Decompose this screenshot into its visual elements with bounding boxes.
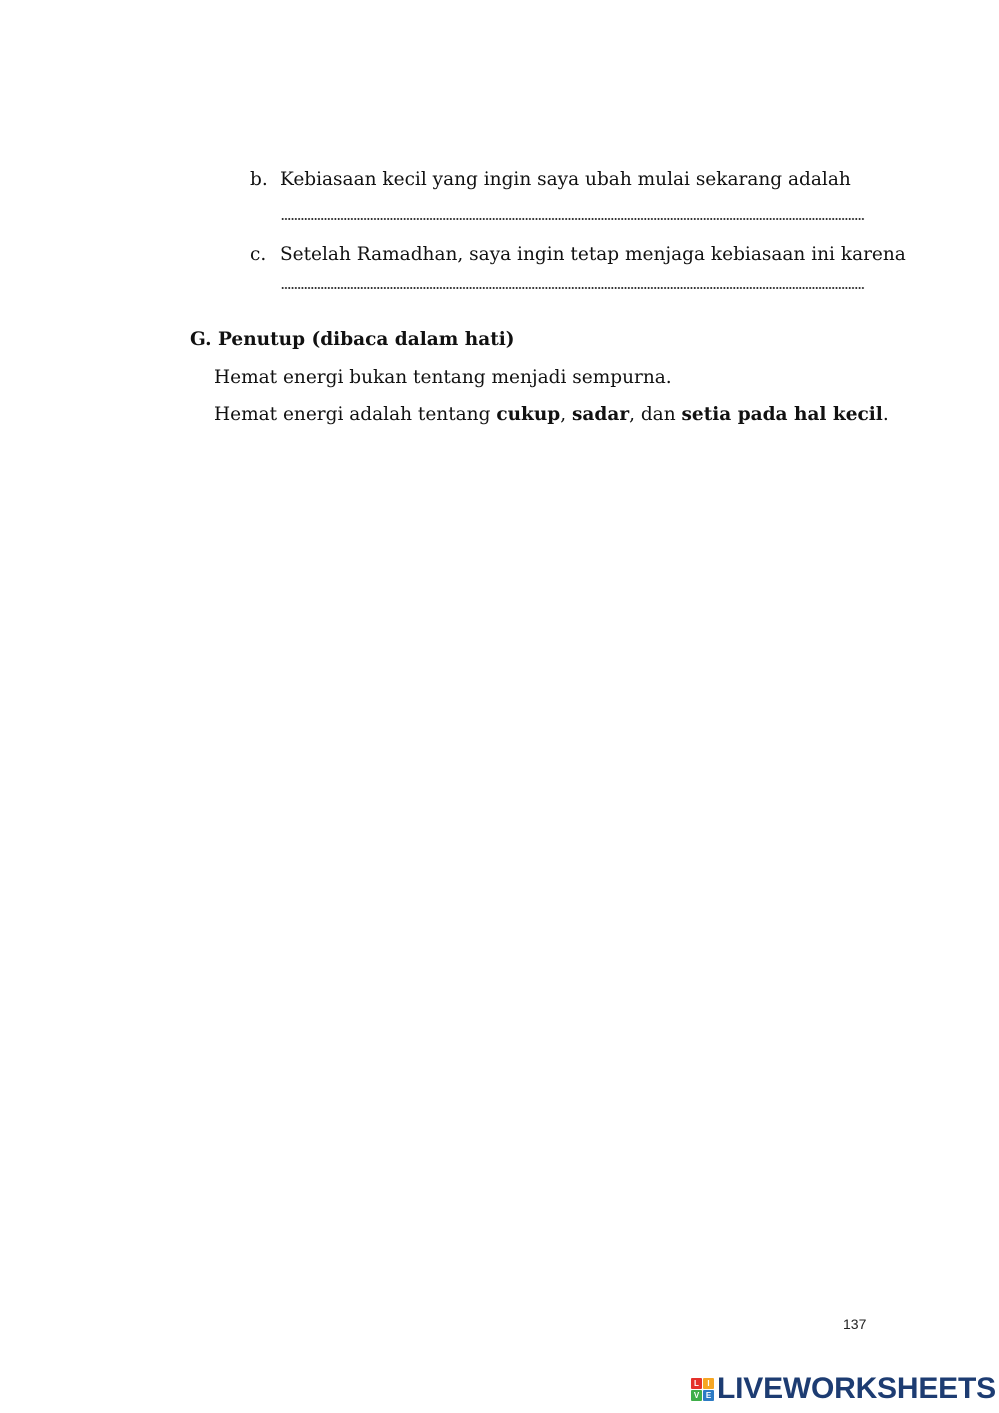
logo-cell: L (691, 1378, 702, 1389)
page-number: 137 (843, 1316, 867, 1332)
logo-cell: V (691, 1390, 702, 1401)
separator: , dan (629, 404, 682, 425)
logo-mark-icon (691, 1378, 714, 1401)
logo-cell: E (703, 1390, 714, 1401)
answer-blank-c[interactable] (281, 287, 865, 289)
list-item-c (250, 246, 906, 265)
separator: , (560, 404, 572, 425)
list-item-text: Kebiasaan kecil yang ingin saya ubah mulai sekarang adalah (280, 169, 851, 190)
list-item-text: Setelah Ramadhan, saya ingin tetap menjaga kebiasaan ini karena (280, 244, 906, 265)
list-item-b (250, 171, 851, 190)
list-marker: c. (250, 244, 267, 265)
closing-line-2 (214, 406, 889, 425)
answer-blank-b[interactable] (281, 218, 865, 220)
closing-text-prefix: Hemat energi adalah tentang (214, 404, 497, 425)
closing-text-suffix: . (882, 404, 889, 425)
emphasis-cukup: cukup (496, 404, 561, 425)
liveworksheets-logo (691, 1374, 996, 1404)
section-heading: G. Penutup (dibaca dalam hati) (190, 329, 515, 350)
list-marker: b. (250, 169, 268, 190)
emphasis-setia: setia pada hal kecil (681, 404, 883, 425)
logo-cell: I (703, 1378, 714, 1389)
emphasis-sadar: sadar (572, 404, 630, 425)
closing-line-1: Hemat energi bukan tentang menjadi sempurna. (214, 367, 672, 388)
logo-text: LIVEWORKSHEETS (717, 1372, 996, 1405)
